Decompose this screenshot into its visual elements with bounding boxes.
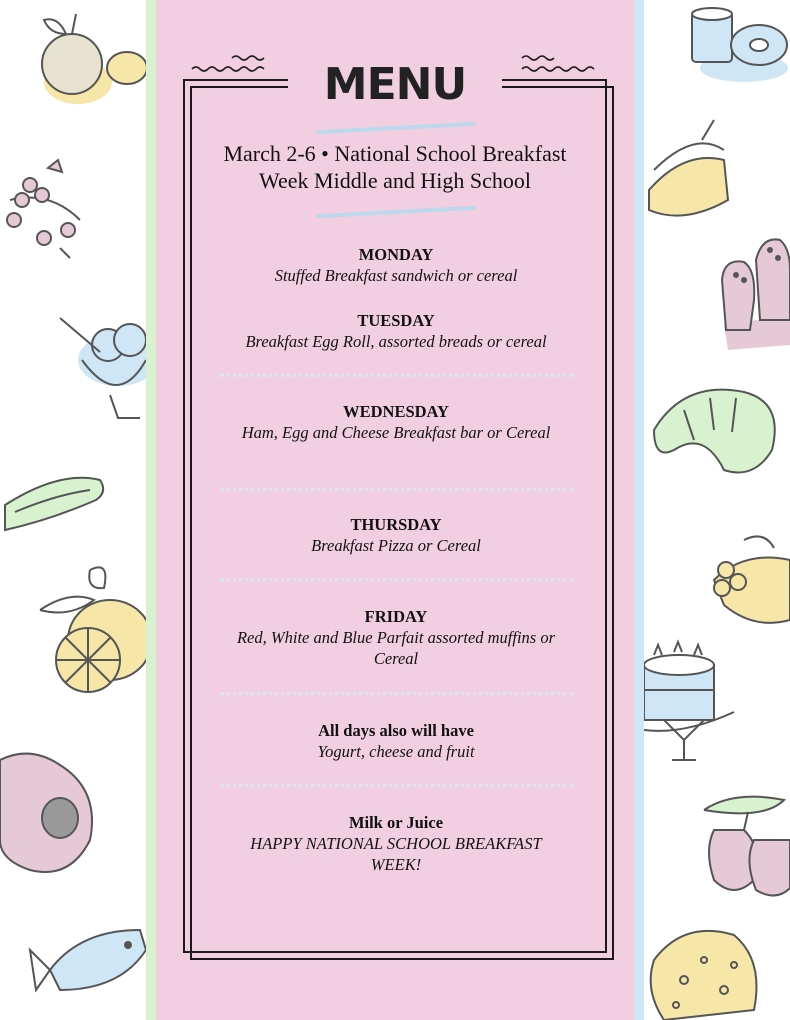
dotted-divider	[220, 578, 574, 581]
cake-icon	[644, 642, 734, 760]
closing-message: HAPPY NATIONAL SCHOOL BREAKFAST WEEK!	[250, 834, 542, 874]
day-friday	[222, 606, 570, 669]
avocado-icon	[0, 754, 92, 872]
pears-icon	[704, 797, 790, 896]
extras-heading: All days also will have	[318, 721, 474, 740]
day-wednesday	[240, 401, 552, 443]
extras-items: Yogurt, cheese and fruit	[317, 742, 475, 761]
croissant-icon	[654, 390, 775, 473]
menu-subtitle: March 2-6 • National School Breakfast Week Middle and High School	[223, 141, 567, 193]
day-items: Breakfast Pizza or Cereal	[311, 536, 481, 555]
apple-icon	[42, 14, 146, 104]
coffee-donut-icon	[692, 8, 788, 82]
day-items: Red, White and Blue Parfait assorted muffins or Cereal	[236, 628, 556, 668]
day-tuesday	[200, 310, 592, 352]
left-food-illustrations	[0, 0, 146, 1020]
all-days-extras	[200, 720, 592, 762]
grapes-branch-icon	[7, 160, 80, 258]
day-items: Ham, Egg and Cheese Breakfast bar or Cereal	[241, 423, 551, 442]
day-name: THURSDAY	[350, 515, 442, 534]
dotted-divider	[220, 784, 574, 787]
right-squiggle-icon	[520, 52, 602, 76]
day-items: Stuffed Breakfast sandwich or cereal	[274, 266, 518, 285]
day-name: TUESDAY	[357, 311, 435, 330]
roast-chicken-icon	[649, 120, 728, 216]
lemon-icon	[40, 567, 146, 692]
right-food-illustrations	[644, 0, 790, 1020]
left-color-stripe	[146, 0, 156, 1020]
fruit-basket-icon	[714, 536, 790, 622]
drink-section	[226, 812, 566, 875]
cheese-icon	[651, 931, 757, 1020]
right-color-stripe	[634, 0, 644, 1020]
dotted-divider	[220, 374, 574, 377]
day-items: Breakfast Egg Roll, assorted breads or cereal	[245, 332, 547, 351]
salt-pepper-icon	[722, 239, 790, 350]
dotted-divider	[220, 488, 574, 491]
ice-cream-bowl-icon	[60, 318, 146, 418]
menu-title: MENU	[323, 59, 467, 110]
fish-icon	[30, 930, 146, 990]
day-name: MONDAY	[358, 245, 434, 264]
day-name: FRIDAY	[364, 607, 428, 626]
left-squiggle-icon	[190, 52, 272, 76]
drink-heading: Milk or Juice	[348, 813, 444, 832]
day-name: WEDNESDAY	[343, 402, 449, 421]
sandwich-icon	[5, 478, 103, 530]
dotted-divider	[220, 692, 574, 695]
day-thursday	[200, 514, 592, 556]
day-monday	[200, 244, 592, 286]
